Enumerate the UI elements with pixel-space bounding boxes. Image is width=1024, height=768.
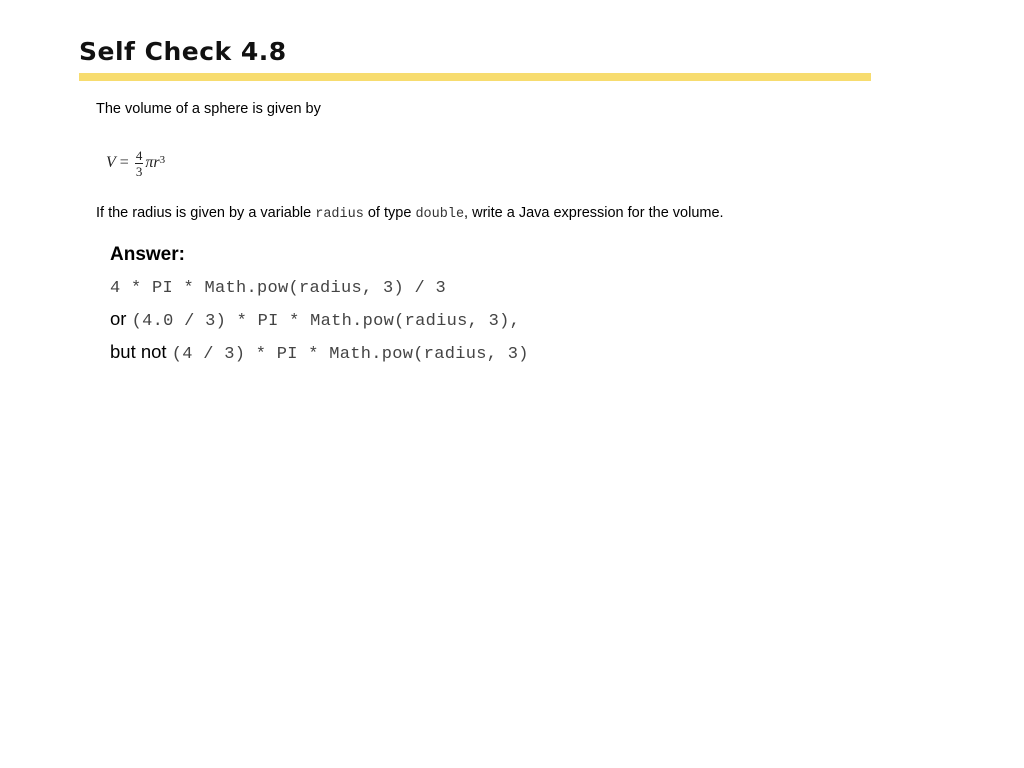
answer-block [110, 243, 529, 370]
formula-fraction [135, 148, 144, 179]
formula-pi: π [145, 154, 154, 171]
question-part-3: , write a Java expression for the volume. [464, 205, 724, 221]
answer-code-1: 4 * PI * Math.pow(radius, 3) / 3 [110, 279, 447, 298]
formula-equals: = [119, 154, 129, 171]
answer-prefix-2: or [110, 308, 132, 329]
answer-line-2 [110, 304, 529, 337]
question-variable-name: radius [315, 207, 364, 222]
title-underline [79, 73, 871, 81]
page-title: Self Check 4.8 [79, 37, 287, 66]
answer-heading: Answer: [110, 244, 185, 265]
answer-code-2: (4.0 / 3) * PI * Math.pow(radius, 3), [131, 312, 521, 331]
fraction-numerator: 4 [135, 147, 143, 163]
answer-prefix-3: but not [110, 341, 172, 362]
question-part-2: of type [363, 205, 416, 221]
answer-code-3: (4 / 3) * PI * Math.pow(radius, 3) [171, 345, 529, 364]
question-type-name: double [415, 207, 465, 222]
question-text [96, 204, 724, 224]
question-part-1: If the radius is given by a variable [96, 205, 316, 221]
sphere-volume-formula [106, 143, 165, 183]
answer-line-3 [110, 337, 529, 370]
formula-variable: r [153, 154, 160, 171]
formula-lhs: V [106, 154, 116, 171]
fraction-denominator: 3 [135, 163, 143, 179]
formula-exponent: 3 [159, 154, 166, 166]
answer-line-1 [110, 271, 529, 304]
intro-text: The volume of a sphere is given by [96, 101, 321, 117]
